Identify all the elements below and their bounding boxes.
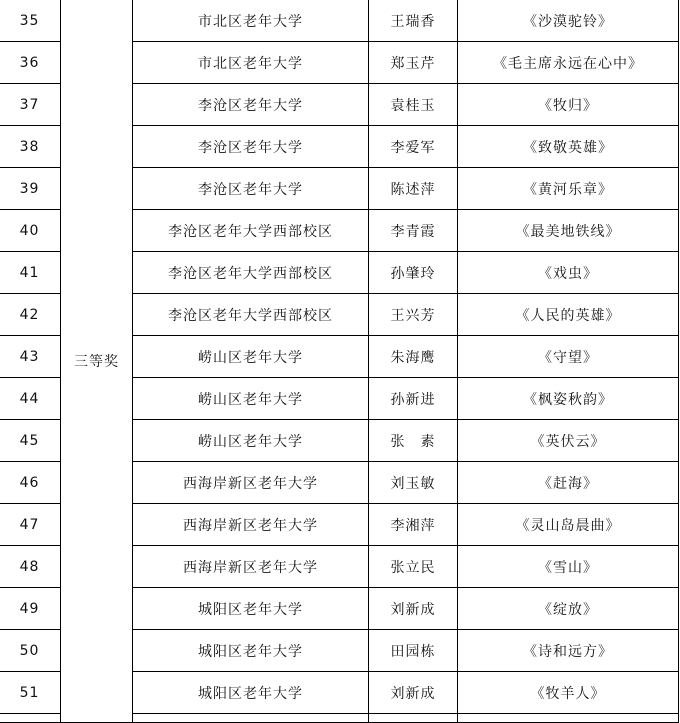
row-number: 46 bbox=[0, 462, 61, 504]
school-name: 城阳区老年大学 bbox=[133, 672, 369, 714]
row-number: 41 bbox=[0, 252, 61, 294]
row-number: 40 bbox=[0, 210, 61, 252]
work-title: 《致敬英雄》 bbox=[458, 126, 679, 168]
work-title: 《诗和远方》 bbox=[458, 630, 679, 672]
author-name: 刘新成 bbox=[369, 588, 458, 630]
row-number: 35 bbox=[0, 0, 61, 42]
work-title: 《戏虫》 bbox=[458, 252, 679, 294]
author-name bbox=[369, 714, 458, 723]
school-name bbox=[133, 714, 369, 723]
author-name: 张立民 bbox=[369, 546, 458, 588]
row-number: 50 bbox=[0, 630, 61, 672]
school-name: 李沧区老年大学西部校区 bbox=[133, 294, 369, 336]
school-name: 李沧区老年大学 bbox=[133, 84, 369, 126]
school-name: 崂山区老年大学 bbox=[133, 378, 369, 420]
row-number: 36 bbox=[0, 42, 61, 84]
work-title: 《灵山岛晨曲》 bbox=[458, 504, 679, 546]
row-number: 47 bbox=[0, 504, 61, 546]
author-name: 李湘萍 bbox=[369, 504, 458, 546]
school-name: 李沧区老年大学 bbox=[133, 126, 369, 168]
author-name: 王兴芳 bbox=[369, 294, 458, 336]
school-name: 城阳区老年大学 bbox=[133, 630, 369, 672]
work-title bbox=[458, 714, 679, 723]
author-name: 朱海鹰 bbox=[369, 336, 458, 378]
work-title: 《毛主席永远在心中》 bbox=[458, 42, 679, 84]
row-number: 44 bbox=[0, 378, 61, 420]
work-title: 《最美地铁线》 bbox=[458, 210, 679, 252]
work-title: 《绽放》 bbox=[458, 588, 679, 630]
work-title: 《黄河乐章》 bbox=[458, 168, 679, 210]
school-name: 市北区老年大学 bbox=[133, 42, 369, 84]
author-name: 刘玉敏 bbox=[369, 462, 458, 504]
school-name: 崂山区老年大学 bbox=[133, 336, 369, 378]
school-name: 崂山区老年大学 bbox=[133, 420, 369, 462]
school-name: 李沧区老年大学 bbox=[133, 168, 369, 210]
work-title: 《人民的英雄》 bbox=[458, 294, 679, 336]
row-number: 48 bbox=[0, 546, 61, 588]
row-number: 45 bbox=[0, 420, 61, 462]
row-number: 43 bbox=[0, 336, 61, 378]
work-title: 《英伏云》 bbox=[458, 420, 679, 462]
school-name: 西海岸新区老年大学 bbox=[133, 462, 369, 504]
author-name: 李爱军 bbox=[369, 126, 458, 168]
author-name: 郑玉芹 bbox=[369, 42, 458, 84]
work-title: 《沙漠驼铃》 bbox=[458, 0, 679, 42]
work-title: 《雪山》 bbox=[458, 546, 679, 588]
school-name: 李沧区老年大学西部校区 bbox=[133, 252, 369, 294]
school-name: 城阳区老年大学 bbox=[133, 588, 369, 630]
row-number: 42 bbox=[0, 294, 61, 336]
school-name: 李沧区老年大学西部校区 bbox=[133, 210, 369, 252]
work-title: 《守望》 bbox=[458, 336, 679, 378]
author-name: 刘新成 bbox=[369, 672, 458, 714]
author-name: 孙新进 bbox=[369, 378, 458, 420]
work-title: 《枫姿秋韵》 bbox=[458, 378, 679, 420]
author-name: 田园栋 bbox=[369, 630, 458, 672]
work-title: 《赶海》 bbox=[458, 462, 679, 504]
author-name: 王瑞香 bbox=[369, 0, 458, 42]
work-title: 《牧羊人》 bbox=[458, 672, 679, 714]
author-name: 陈述萍 bbox=[369, 168, 458, 210]
row-number bbox=[0, 714, 61, 723]
work-title: 《牧归》 bbox=[458, 84, 679, 126]
row-number: 37 bbox=[0, 84, 61, 126]
row-number: 49 bbox=[0, 588, 61, 630]
row-number: 51 bbox=[0, 672, 61, 714]
table-row bbox=[0, 0, 679, 42]
award-level: 三等奖 bbox=[61, 0, 133, 723]
author-name: 孙肇玲 bbox=[369, 252, 458, 294]
row-number: 39 bbox=[0, 168, 61, 210]
author-name: 李青霞 bbox=[369, 210, 458, 252]
school-name: 西海岸新区老年大学 bbox=[133, 504, 369, 546]
author-name: 张 素 bbox=[369, 420, 458, 462]
school-name: 市北区老年大学 bbox=[133, 0, 369, 42]
school-name: 西海岸新区老年大学 bbox=[133, 546, 369, 588]
row-number: 38 bbox=[0, 126, 61, 168]
author-name: 袁桂玉 bbox=[369, 84, 458, 126]
